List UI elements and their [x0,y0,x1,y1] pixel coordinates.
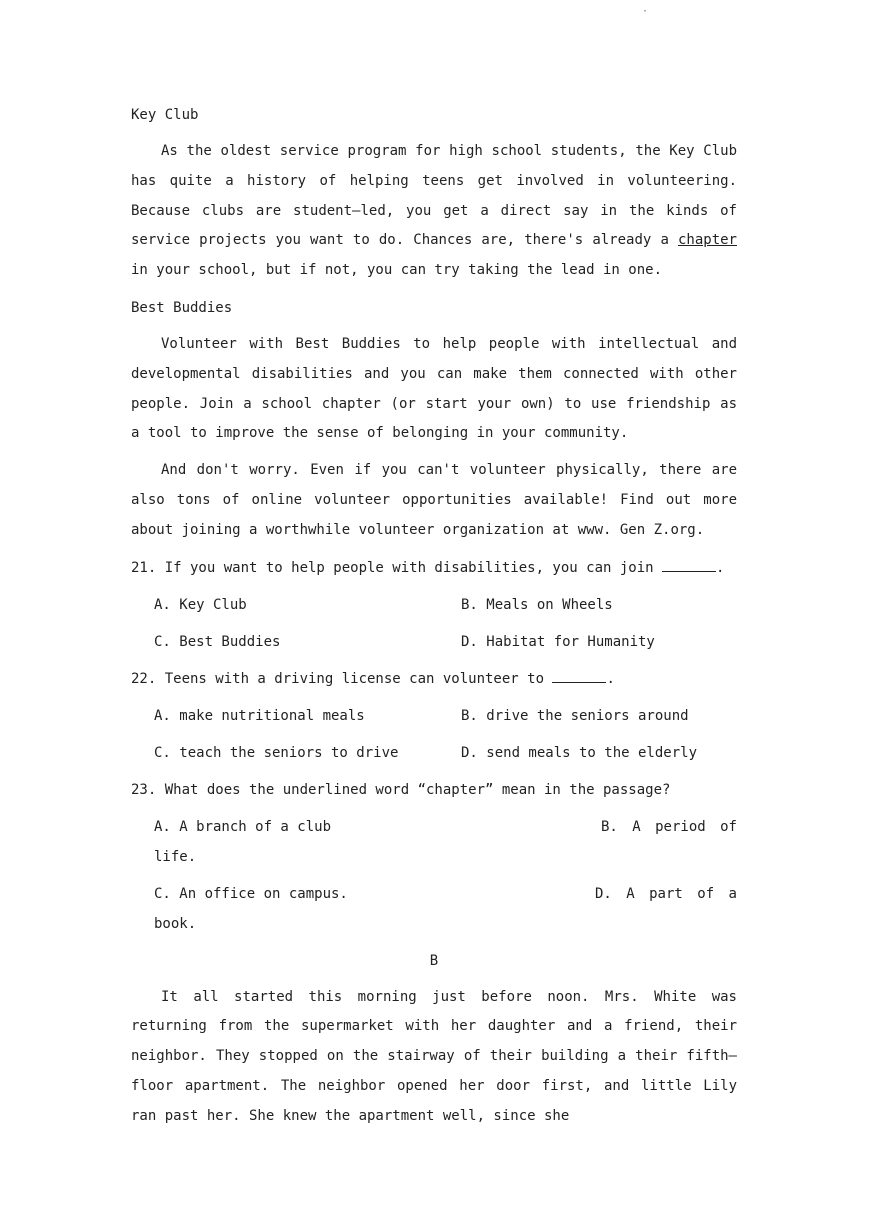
question-21-options-row-1 [131,590,737,627]
option-21-c: C. Best Buddies [154,633,281,650]
answer-blank [552,667,606,683]
answer-blank [662,556,716,572]
option-23-d: D. A part of a [594,885,737,902]
option-21-d: D. Habitat for Humanity [461,633,655,650]
option-23-a: A. A branch of a club [154,818,332,835]
closing-paragraph: And don't worry. Even if you can't volunteer physically, there are also tons of online volunteer opportunities available! Find out more about joining a worthwhile volunteer organization at www. Gen Z.org. [131,462,737,538]
question-23-options-row-1 [154,812,737,872]
option-21-b: B. Meals on Wheels [461,596,613,613]
question-21-stem: 21. If you want to help people with disabilities, you can join [131,559,663,576]
option-23-d-continued: book. [154,915,197,932]
option-21-a: A. Key Club [154,596,247,613]
question-22-options-row-1 [131,701,737,738]
corner-mark: · [642,6,649,17]
question-21-end: . [716,559,725,576]
option-23-b: B. A period of [600,818,737,835]
underlined-word-chapter: chapter [677,232,737,249]
option-22-a: A. make nutritional meals [154,707,365,724]
option-22-c: C. teach the seniors to drive [154,744,399,761]
option-23-c: C. An office on campus. [154,885,348,902]
option-23-b-continued: life. [154,848,197,865]
key-club-heading: Key Club [131,107,199,123]
key-club-text-before: As the oldest service program for high school students, the Key Club has quite a history of helping teens get involved in volunteering. Because clubs are student—led, you get a direct say in the kinds of service projects you want to do. Chances are, there's already a [131,143,737,249]
key-club-paragraph [131,137,737,286]
document-page [131,100,737,1139]
question-22 [131,664,737,694]
question-21 [131,553,737,583]
section-b-paragraph: It all started this morning just before noon. Mrs. White was returning from the supermarket with her daughter and a friend, their neighbor. They stopped on the stairway of their building a their fifth—floor apartment. The neighbor opened her door first, and little Lily ran past her. She knew the apartment well, since she [131,988,737,1124]
option-22-d: D. send meals to the elderly [461,744,698,761]
question-21-options-row-2 [131,627,737,664]
question-22-end: . [606,670,615,687]
question-22-options-row-2 [131,738,737,775]
key-club-text-after: in your school, but if not, you can try taking the lead in one. [131,262,663,279]
question-22-stem: 22. Teens with a driving license can volunteer to [131,670,553,687]
question-23-options-row-2 [154,879,737,939]
option-22-b: B. drive the seniors around [461,707,689,724]
best-buddies-heading: Best Buddies [131,299,233,316]
question-23: 23. What does the underlined word “chapter” mean in the passage? [131,781,671,798]
best-buddies-paragraph: Volunteer with Best Buddies to help people with intellectual and developmental disabilities and you can make them connected with other people. Join a school chapter (or start your own) to use friendship as a tool to improve the sense of belonging in your community. [131,335,737,442]
section-b-label: B [429,952,439,969]
